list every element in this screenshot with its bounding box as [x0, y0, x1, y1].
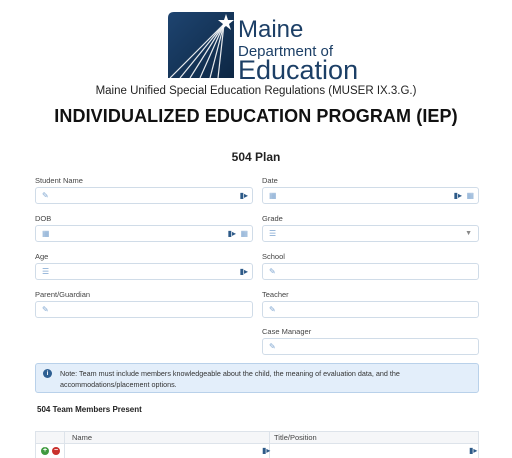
column-header-name: Name: [72, 433, 93, 442]
teacher-field[interactable]: [262, 301, 479, 318]
field-action-icon[interactable]: ▮▸: [239, 267, 248, 276]
field-action-icon[interactable]: ▮▸: [239, 191, 248, 200]
list-icon: ☰: [42, 267, 50, 276]
remove-row-icon[interactable]: −: [53, 447, 59, 454]
field-action-icon[interactable]: ▮▸: [227, 229, 236, 238]
logo-line-education: Education: [238, 55, 359, 85]
parent-guardian-field[interactable]: [35, 301, 253, 318]
case-manager-field[interactable]: [262, 338, 479, 355]
section-title: 504 Plan: [231, 150, 281, 164]
maine-doe-logo: [168, 10, 368, 85]
age-field[interactable]: [35, 263, 253, 280]
date-label: Date: [262, 176, 278, 185]
student-name-label: Student Name: [35, 176, 83, 185]
list-icon: ☰: [269, 229, 277, 238]
team-members-table: [35, 431, 479, 458]
logo-mark-icon: [168, 12, 234, 78]
page-title: INDIVIDUALIZED EDUCATION PROGRAM (IEP): [54, 106, 458, 126]
logo-line-department: Department of: [238, 43, 334, 60]
column-header-title-position: Title/Position: [274, 433, 317, 442]
teacher-label: Teacher: [262, 290, 289, 299]
column-divider: [64, 432, 65, 458]
team-members-title: 504 Team Members Present: [37, 405, 142, 414]
chevron-down-icon[interactable]: ▼: [465, 230, 472, 237]
table-header: [36, 432, 478, 444]
logo-line-maine: Maine: [238, 16, 304, 43]
page-subtitle: Maine Unified Special Education Regulations (MUSER IX.3.G.): [95, 85, 417, 97]
student-name-field[interactable]: [35, 187, 253, 204]
calendar-icon: ▦: [42, 229, 50, 238]
info-icon: i: [43, 369, 52, 378]
name-cell-action-icon[interactable]: ▮▸: [262, 446, 271, 455]
date-field[interactable]: [262, 187, 479, 204]
grade-label: Grade: [262, 214, 283, 223]
calendar-icon: ▦: [269, 191, 277, 200]
edit-icon: ✎: [42, 191, 49, 200]
case-manager-label: Case Manager: [262, 327, 312, 336]
edit-icon: ✎: [269, 267, 276, 276]
dob-field[interactable]: [35, 225, 253, 242]
title-cell-action-icon[interactable]: ▮▸: [469, 446, 478, 455]
add-row-icon[interactable]: +: [42, 447, 48, 454]
school-field[interactable]: [262, 263, 479, 280]
edit-icon: ✎: [269, 305, 276, 314]
note-text: Note: Team must include members knowledgeable about the child, the meaning of evaluation data, and the accommodations/placement options.: [60, 369, 400, 389]
grade-select[interactable]: [262, 225, 479, 242]
parent-guardian-label: Parent/Guardian: [35, 290, 91, 299]
dob-label: DOB: [35, 214, 52, 223]
date-picker-icon[interactable]: ▦: [466, 191, 474, 200]
age-label: Age: [35, 252, 49, 261]
edit-icon: ✎: [42, 305, 49, 314]
note-box: [35, 363, 479, 393]
edit-icon: ✎: [269, 342, 276, 351]
field-action-icon[interactable]: ▮▸: [453, 191, 462, 200]
date-picker-icon[interactable]: ▦: [240, 229, 248, 238]
school-label: School: [262, 252, 285, 261]
